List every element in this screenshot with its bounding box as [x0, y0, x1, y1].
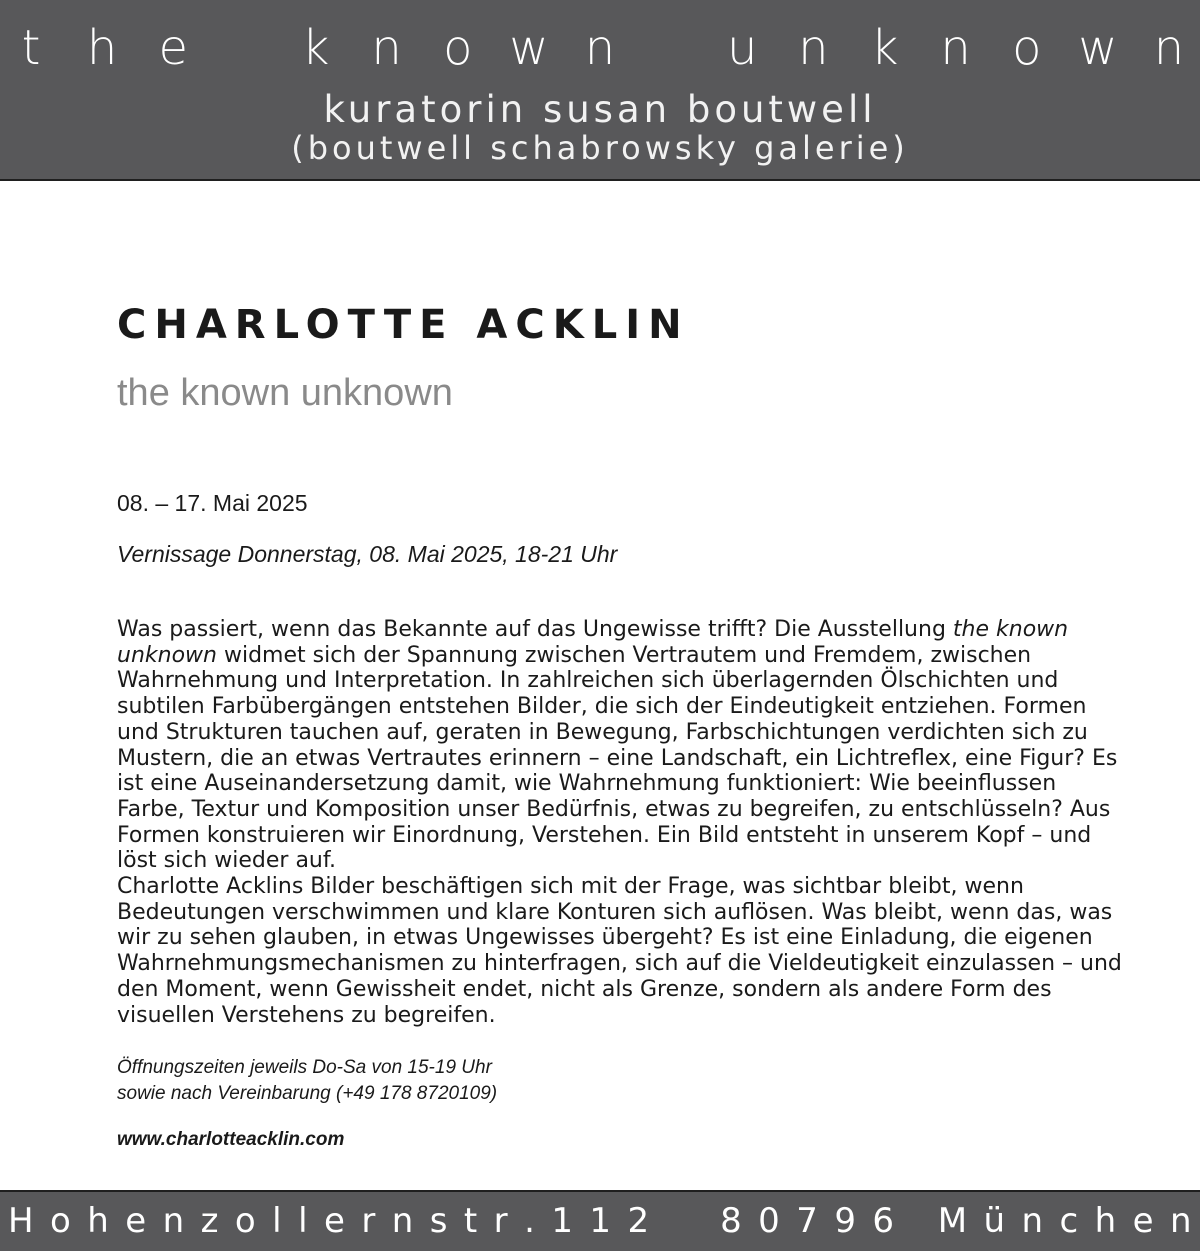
paragraph-1-rest: widmet sich der Spannung zwischen Vertrautem und Fremdem, zwischen Wahrnehmung und Interpretation. In zahlreichen sich überlagernden Ölschichten und subtilen Farbübergängen entstehen Bilder, die sich der Eindeutigkeit entziehen. Formen und Strukturen tauchen auf, geraten in Bewegung, Farbschichtungen verdichten sich zu Mustern, die an etwas Vertrautes erinnern – eine Landschaft, ein Lichtreflex, eine Figur? Es ist eine Auseinandersetzung damit, wie Wahrnehmung funktioniert: Wie beeinflussen Farbe, Textur und Komposition unser Bedürfnis, etwas zu begreifen, zu entschlüsseln? Aus Formen konstruieren wir Einordnung, Verstehen. Ein Bild entsteht in unserem Kopf – und löst sich wieder auf.	[117, 642, 1118, 874]
website-link[interactable]: www.charlotteacklin.com	[117, 1129, 345, 1150]
letter	[693, 1200, 704, 1242]
letter: 0	[758, 1201, 780, 1241]
header-title	[0, 18, 1200, 78]
description-paragraph-2: Charlotte Acklins Bilder beschäftigen sich mit der Frage, was sichtbar bleibt, wenn Bedeutungen verschwimmen und klare Konturen sich auflösen. Was bleibt, wenn das, was wir zu sehen glauben, in etwas Ungewisses übergeht? Es ist eine Einladung, die eigenen Wahrnehmungsmechanismen zu hinterfragen, sich auf die Vieldeutigkeit einzulassen – und den Moment, wenn Gewissheit endet, nicht als Grenze, sondern als andere Form des visuellen Verstehens zu begreifen.	[117, 874, 1122, 1028]
letter: 1	[589, 1201, 612, 1241]
letter: H	[8, 1201, 34, 1241]
description-text	[117, 617, 1127, 1028]
letter: 8	[720, 1201, 742, 1241]
letter: e	[323, 1201, 345, 1241]
letter: n	[1021, 1201, 1044, 1241]
letter: w	[509, 20, 549, 76]
letter: n	[584, 20, 616, 76]
letter: s	[429, 1201, 448, 1241]
letter: w	[1078, 20, 1118, 76]
letter: l	[298, 1201, 308, 1241]
header-banner	[0, 0, 1200, 181]
letter: ü	[983, 1201, 1006, 1241]
footer-banner	[0, 1190, 1200, 1251]
letter	[223, 18, 265, 78]
opening-hours	[117, 1055, 497, 1107]
letter: 1	[551, 1201, 573, 1241]
footer-address	[8, 1200, 1192, 1242]
letter	[910, 1200, 921, 1242]
letter: o	[1012, 20, 1042, 76]
letter: t	[21, 20, 41, 76]
letter: z	[200, 1201, 219, 1241]
letter: e	[158, 20, 189, 76]
letter: u	[727, 20, 758, 76]
letter: n	[1170, 1201, 1192, 1241]
letter	[666, 1200, 677, 1242]
letter: l	[272, 1201, 282, 1241]
letter: n	[798, 20, 829, 76]
letter: r	[361, 1201, 376, 1241]
letter: n	[162, 1201, 185, 1241]
vernissage-info: Vernissage Donnerstag, 08. Mai 2025, 18-21 Uhr	[117, 541, 618, 567]
letter: o	[234, 1201, 256, 1241]
letter: c	[1059, 1201, 1079, 1241]
opening-hours-line-1: Öffnungszeiten jeweils Do-Sa von 15-19 Uhr	[117, 1057, 492, 1078]
letter: n	[1153, 20, 1185, 76]
letter: e	[125, 1201, 147, 1241]
letter: 9	[834, 1201, 856, 1241]
letter: 6	[872, 1201, 895, 1241]
letter: n	[371, 20, 402, 76]
letter: o	[443, 20, 473, 76]
exhibition-title: the known unknown	[117, 372, 453, 414]
description-paragraph-1	[117, 617, 1127, 874]
letter: o	[50, 1201, 71, 1241]
letter: .	[524, 1201, 535, 1241]
curator-line: kuratorin susan boutwell	[323, 88, 877, 131]
letter	[650, 18, 692, 78]
artist-name: CHARLOTTE ACKLIN	[117, 302, 690, 348]
gallery-line: (boutwell schabrowsky galerie)	[291, 129, 909, 167]
letter: k	[870, 20, 899, 76]
letter: r	[493, 1201, 508, 1241]
paragraph-1-start: Was passiert, wenn das Bekannte auf das Ungewisse trifft? Die Ausstellung	[117, 617, 953, 642]
letter: 2	[627, 1201, 650, 1241]
letter: k	[301, 20, 330, 76]
letter: M	[937, 1201, 968, 1241]
letter: e	[1132, 1201, 1154, 1241]
paragraph-1-title-emphasis: the known unknown	[117, 617, 1069, 668]
letter: 7	[796, 1201, 818, 1241]
letter: h	[1094, 1201, 1117, 1241]
exhibition-dates: 08. – 17. Mai 2025	[117, 490, 308, 516]
letter: t	[463, 1201, 478, 1241]
letter: n	[391, 1201, 414, 1241]
letter: h	[86, 20, 118, 76]
letter: h	[87, 1201, 109, 1241]
letter: n	[940, 20, 971, 76]
opening-hours-line-2: sowie nach Vereinbarung (+49 178 8720109)	[117, 1083, 498, 1104]
